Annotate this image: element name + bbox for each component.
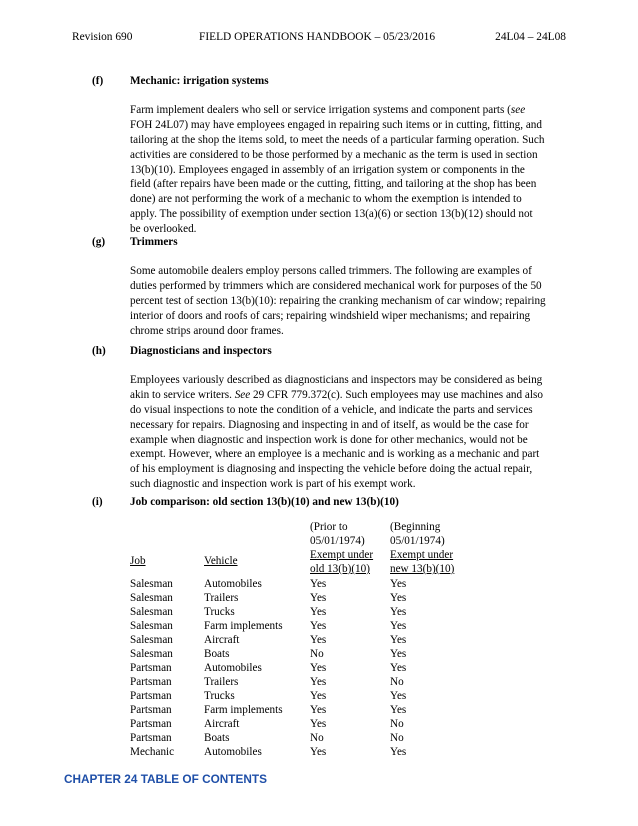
section-paragraph [130, 373, 568, 492]
cell-vehicle: Trailers [204, 676, 239, 688]
section-title: Trimmers [130, 236, 178, 248]
para-line: interior of doors and roofs of cars; repairing windshield wiper mechanisms; and repairing [130, 309, 531, 322]
cell-old-exempt: Yes [310, 606, 327, 618]
cell-old-exempt: Yes [310, 690, 327, 702]
cell-new-exempt: Yes [390, 592, 407, 604]
cell-old-exempt: Yes [310, 704, 327, 716]
header-section-range: 24L04 – 24L08 [495, 31, 566, 43]
cell-vehicle: Aircraft [204, 718, 240, 730]
cell-vehicle: Automobiles [204, 746, 262, 758]
para-line: be overlooked. [130, 223, 197, 236]
cell-new-exempt: Yes [390, 620, 407, 632]
cell-vehicle: Boats [204, 648, 230, 660]
section-paragraph [130, 264, 568, 338]
para-line-text: Farm implement dealers who sell or service irrigation systems and component parts (see [130, 104, 526, 116]
para-line: apply. The possibility of exemption under section 13(a)(6) or section 13(b)(12) should not [130, 208, 533, 221]
section-paragraph [130, 103, 568, 237]
cell-old-exempt: No [310, 732, 324, 744]
old-column-note: (Prior to [310, 521, 348, 533]
page-header [72, 30, 566, 46]
para-line: akin to service writers. See 29 CFR 779.372(c). Such employees may use machines and also [130, 388, 543, 401]
cell-old-exempt: Yes [310, 578, 327, 590]
cell-new-exempt: Yes [390, 648, 407, 660]
header-old-section: old 13(b)(10) [310, 563, 370, 575]
cell-old-exempt: Yes [310, 620, 327, 632]
header-revision: Revision 690 [72, 31, 133, 43]
new-column-date: 05/01/1974) [390, 535, 445, 547]
table-row [130, 619, 460, 633]
cell-job: Mechanic [130, 746, 175, 758]
cell-vehicle: Aircraft [204, 634, 240, 646]
section-title: Job comparison: old section 13(b)(10) and new 13(b)(10) [130, 496, 399, 508]
para-line: 13(b)(10). Employees engaged in assembly of an irrigation system or components in the [130, 163, 525, 176]
cell-new-exempt: Yes [390, 690, 407, 702]
cell-old-exempt: No [310, 648, 324, 660]
table-row [130, 577, 460, 591]
table-row [130, 591, 460, 605]
para-line: FOH 24L07) may have employees engaged in repairing such items or in cutting, fitting, and [130, 118, 542, 131]
section-letter: (h) [92, 345, 106, 357]
table-row [130, 689, 460, 703]
table-row [130, 703, 460, 717]
table-row [130, 633, 460, 647]
table-row [130, 717, 460, 731]
cell-new-exempt: No [390, 676, 404, 688]
para-line: Employees variously described as diagnosticians and inspectors may be considered as being [130, 374, 543, 386]
table-row [130, 731, 460, 745]
cell-job: Partsman [130, 732, 172, 744]
para-line: activities are considered to be those performed by a mechanic as the term is used in section [130, 148, 538, 161]
cell-vehicle: Boats [204, 732, 230, 744]
table-row [130, 675, 460, 689]
cell-job: Salesman [130, 648, 173, 660]
table-row [130, 661, 460, 675]
cell-old-exempt: Yes [310, 718, 327, 730]
header-vehicle: Vehicle [204, 555, 238, 567]
header-new-section: new 13(b)(10) [390, 563, 455, 575]
para-line: do visual inspections to note the condition of a vehicle, and indicate the parts and services [130, 403, 533, 416]
cell-job: Salesman [130, 606, 173, 618]
para-line: tailoring at the shop the items sold, to meet the needs of a particular farming operation. Such [130, 133, 545, 146]
cell-old-exempt: Yes [310, 746, 327, 758]
cell-job: Partsman [130, 718, 172, 730]
table-row [130, 605, 460, 619]
cell-new-exempt: Yes [390, 746, 407, 758]
table-row [130, 647, 460, 661]
cell-job: Partsman [130, 704, 172, 716]
section-title: Mechanic: irrigation systems [130, 75, 269, 87]
cell-vehicle: Automobiles [204, 662, 262, 674]
cell-job: Partsman [130, 662, 172, 674]
cell-new-exempt: Yes [390, 662, 407, 674]
para-line: field (after repairs have been made or the cutting, fitting, and tailoring at the shop has been [130, 178, 537, 191]
header-old-exempt: Exempt under [310, 549, 374, 561]
para-line: Some automobile dealers employ persons called trimmers. The following are examples of [130, 265, 532, 277]
cell-job: Salesman [130, 634, 173, 646]
para-line: percent test of section 13(b)(10): repairing the cranking mechanism of car window; repairing [130, 294, 546, 307]
cell-vehicle: Trucks [204, 690, 235, 702]
cell-new-exempt: Yes [390, 578, 407, 590]
cell-old-exempt: Yes [310, 634, 327, 646]
cell-old-exempt: Yes [310, 662, 327, 674]
header-job: Job [130, 555, 146, 567]
table-row [130, 745, 460, 759]
para-line: done) are not performing the work of a mechanic to whom the exemption is intended to [130, 193, 522, 206]
cell-job: Partsman [130, 690, 172, 702]
para-line: of his employment is diagnosing and inspecting the vehicle before doing the actual repair, [130, 463, 533, 476]
old-column-date: 05/01/1974) [310, 535, 365, 547]
cell-new-exempt: Yes [390, 704, 407, 716]
cell-old-exempt: Yes [310, 676, 327, 688]
new-column-note: (Beginning [390, 521, 441, 533]
header-title: FIELD OPERATIONS HANDBOOK – 05/23/2016 [199, 31, 436, 43]
para-line: example when diagnostic and inspection work is done for other mechanics, would not be [130, 433, 528, 446]
cell-new-exempt: Yes [390, 634, 407, 646]
cell-new-exempt: Yes [390, 606, 407, 618]
para-line: chrome strips around door frames. [130, 324, 284, 337]
header-new-exempt: Exempt under [390, 549, 454, 561]
cell-new-exempt: No [390, 732, 404, 744]
toc-link[interactable]: CHAPTER 24 TABLE OF CONTENTS [64, 772, 267, 786]
cell-job: Partsman [130, 676, 172, 688]
cell-vehicle: Trucks [204, 606, 235, 618]
section-letter: (g) [92, 236, 106, 248]
para-line: exempt. However, where an employee is a mechanic and is working as a mechanic and part [130, 448, 540, 461]
cell-job: Salesman [130, 578, 173, 590]
section-letter: (i) [92, 496, 103, 508]
para-line: duties performed by trimmers which are considered mechanical work for purposes of the 50 [130, 279, 542, 292]
para-line: necessary for repairs. Diagnosing and inspecting in and of itself, as would be the case for [130, 418, 529, 431]
para-line [130, 103, 568, 118]
cell-old-exempt: Yes [310, 592, 327, 604]
cell-vehicle: Farm implements [204, 704, 283, 716]
para-line: such diagnostic and inspection work is part of his exempt work. [130, 478, 416, 491]
cell-job: Salesman [130, 592, 173, 604]
cell-new-exempt: No [390, 718, 404, 730]
cell-vehicle: Automobiles [204, 578, 262, 590]
section-title: Diagnosticians and inspectors [130, 345, 272, 357]
cell-vehicle: Trailers [204, 592, 239, 604]
section-letter: (f) [92, 75, 104, 87]
cell-job: Salesman [130, 620, 173, 632]
cell-vehicle: Farm implements [204, 620, 283, 632]
